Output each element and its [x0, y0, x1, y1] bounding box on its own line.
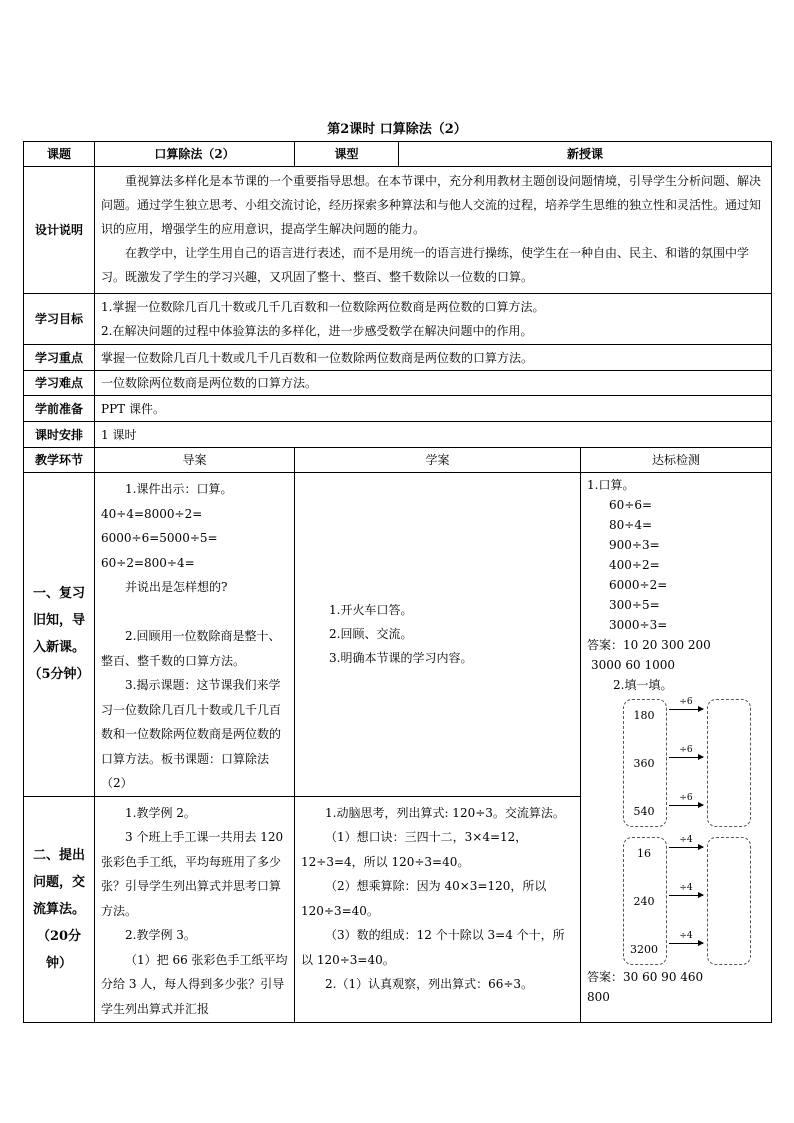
- check-exercise: 400÷2=: [609, 558, 660, 572]
- study-line: 1.开火车口答。: [329, 603, 413, 618]
- diagram-number: 240: [633, 895, 655, 908]
- difficulty-label: 学习难点: [24, 371, 95, 396]
- diagram-operator: ÷6: [679, 745, 693, 755]
- topic-label: 课题: [24, 142, 95, 167]
- check-answer1-cont: 3000 60 1000: [591, 658, 675, 672]
- columns-header-row: [24, 448, 772, 473]
- stage1-label-line: 旧知，导: [32, 613, 85, 629]
- header-row: [24, 142, 772, 167]
- study-line: （3）数的组成：12 个十除以 3=4 个十，所以 120÷3=40。: [301, 928, 565, 967]
- arrow-right-icon: [669, 943, 703, 944]
- guide-line: 1.教学例 2。: [125, 805, 196, 820]
- guide-line: 并说出是怎样想的?: [125, 580, 228, 594]
- guide-line: 6000÷6=5000÷5=: [101, 531, 218, 545]
- diagram-operator: ÷4: [679, 931, 693, 941]
- schedule-label: 课时安排: [24, 422, 95, 448]
- stage1-label-line: 一、复习: [32, 586, 85, 602]
- division-diagram-1: [613, 695, 783, 837]
- diagram-operator: ÷4: [679, 835, 693, 845]
- schedule-value: 1 课时: [95, 422, 772, 448]
- goal-2: 2.在解决问题的过程中体验算法的多样化，进一步感受数学在解决问题中的作用。: [101, 324, 533, 338]
- stage1-study: [295, 473, 581, 797]
- stage2-study: [295, 796, 581, 1022]
- guide-spacer: [101, 600, 290, 625]
- check-column-header: 达标检测: [581, 448, 772, 473]
- goals-text: [95, 294, 772, 345]
- guide-line: 2.教学例 3。: [125, 928, 196, 942]
- study-line: （1）想口诀：三四十二，3×4=12，12÷3=4，所以 120÷3=40。: [301, 830, 528, 869]
- check-exercise: 60÷6=: [609, 498, 653, 512]
- stage1-label: [24, 473, 95, 797]
- check-item1-title: 1.口算。: [587, 478, 635, 492]
- guide-line: 2.回顾用一位数除商是整十、整百、整千数的口算方法。: [101, 629, 281, 668]
- check-exercise: 80÷4=: [609, 518, 653, 532]
- stage1-label-line: 入新课。: [32, 640, 85, 656]
- guide-line: （1）把 66 张彩色手工纸平均分给 3 人，每人得到多少张？引导学生列出算式并汇报: [101, 952, 288, 1016]
- stage2-guide: [95, 796, 295, 1022]
- check-cell: [581, 473, 772, 1023]
- diagram-number: 540: [633, 805, 655, 818]
- schedule-row: [24, 422, 772, 448]
- topic-value: 口算除法（2）: [95, 142, 295, 167]
- guide-line: 60÷2=800÷4=: [101, 555, 195, 570]
- check-exercise: 900÷3=: [609, 538, 660, 552]
- guide-column-header: 导案: [95, 448, 295, 473]
- diagram-operator: ÷6: [679, 697, 693, 707]
- prep-value: PPT 课件。: [95, 396, 772, 422]
- stage2-label: [24, 796, 95, 1022]
- arrow-right-icon: [669, 805, 703, 806]
- guide-line: 3.揭示课题：这节课我们来学习一位数除几百几十数或几千几百数和一位数除两位数商是两位数的口算方法。板书课题：口算除法（2）: [101, 678, 282, 790]
- study-column-header: 学案: [295, 448, 581, 473]
- answer-box: [707, 837, 751, 965]
- stage2-label-line: 流算法。: [32, 901, 85, 917]
- focus-row: [24, 345, 772, 371]
- division-diagram-2: [613, 837, 783, 967]
- stage1-guide: [95, 473, 295, 797]
- check-exercise: 3000÷3=: [609, 618, 668, 632]
- guide-line: 3 个班上手工课一共用去 120 张彩色手工纸，平均每班用了多少张？引导学生列出算式并思考口算方法。: [101, 830, 284, 918]
- goals-label: 学习目标: [24, 294, 95, 345]
- arrow-right-icon: [669, 709, 703, 710]
- study-line: 2.回顾、交流。: [329, 627, 413, 642]
- diagram-number: 360: [633, 757, 655, 770]
- focus-value: 掌握一位数除几百几十数或几千几百数和一位数除两位数商是两位数的口算方法。: [95, 345, 772, 371]
- diagram-operator: ÷4: [679, 883, 693, 893]
- prep-label: 学前准备: [24, 396, 95, 422]
- check-answer2-cont: 800: [587, 990, 610, 1004]
- study-line: 1.动脑思考，列出算式: 120÷3。交流算法。: [325, 805, 565, 820]
- check-exercise: 300÷5=: [609, 598, 660, 612]
- check-exercise: 6000÷2=: [609, 578, 668, 592]
- design-paragraph-1: 重视算法多样化是本节课的一个重要指导思想。在本节课中，充分利用教材主题创设问题情境，引导学生分析问题、解决问题。通过学生独立思考、小组交流讨论，经历探索多种算法和与他人交流的过程，培养学生思维的独立性和灵活性。通过知识的应用，增强学生的应用意识，提高学生解决问题的能力。: [101, 174, 762, 236]
- difficulty-row: [24, 371, 772, 396]
- check-answer2: 答案：30 60 90 460: [587, 970, 704, 984]
- diagram-operator: ÷6: [679, 793, 693, 803]
- lesson-plan-table: [23, 141, 772, 1023]
- check-answer1: 答案：10 20 300 200: [587, 638, 711, 652]
- study-line: 2.（1）认真观察，列出算式：66÷3。: [325, 977, 534, 991]
- stage1-row: [24, 473, 772, 797]
- stage1-label-line: （5分钟）: [28, 667, 90, 683]
- answer-box: [707, 699, 751, 827]
- page-title: 第2课时 口算除法（2）: [327, 122, 467, 137]
- diagram-number: 16: [637, 847, 652, 860]
- stage2-label-line: 问题，交: [32, 874, 85, 890]
- diagram-number: 3200: [630, 943, 659, 956]
- goal-1: 1.掌握一位数除几百几十数或几千几百数和一位数除两位数商是两位数的口算方法。: [101, 300, 545, 314]
- stage2-label-line: 钟）: [45, 955, 72, 971]
- design-text: [95, 167, 772, 294]
- design-label: 设计说明: [24, 167, 95, 294]
- study-line: （2）想乘算除：因为 40×3=120，所以 120÷3=40。: [301, 879, 547, 918]
- guide-line: 40÷4=8000÷2=: [101, 506, 203, 521]
- goals-row: [24, 294, 772, 345]
- check-item2-title: 2.填一填。: [613, 678, 673, 692]
- guide-line: 1.课件出示：口算。: [125, 482, 233, 496]
- type-value: 新授课: [399, 142, 772, 167]
- type-label: 课型: [295, 142, 399, 167]
- focus-label: 学习重点: [24, 345, 95, 371]
- difficulty-value: 一位数除两位数商是两位数的口算方法。: [95, 371, 772, 396]
- design-row: [24, 167, 772, 294]
- study-line: 3.明确本节课的学习内容。: [329, 651, 473, 666]
- arrow-right-icon: [669, 847, 703, 848]
- stage2-label-line: 二、提出: [32, 847, 85, 863]
- stage2-label-line: （20分: [36, 928, 82, 944]
- arrow-right-icon: [669, 895, 703, 896]
- prep-row: [24, 396, 772, 422]
- arrow-right-icon: [669, 757, 703, 758]
- diagram-number: 180: [633, 709, 655, 722]
- stage-column-header: 教学环节: [24, 448, 95, 473]
- design-paragraph-2: 在教学中，让学生用自己的语言进行表述，而不是用统一的语言进行操练，使学生在一种自由、民主、和谐的氛围中学习。既激发了学生的学习兴趣，又巩固了整十、整百、整千数除以一位数的口算。: [101, 246, 750, 284]
